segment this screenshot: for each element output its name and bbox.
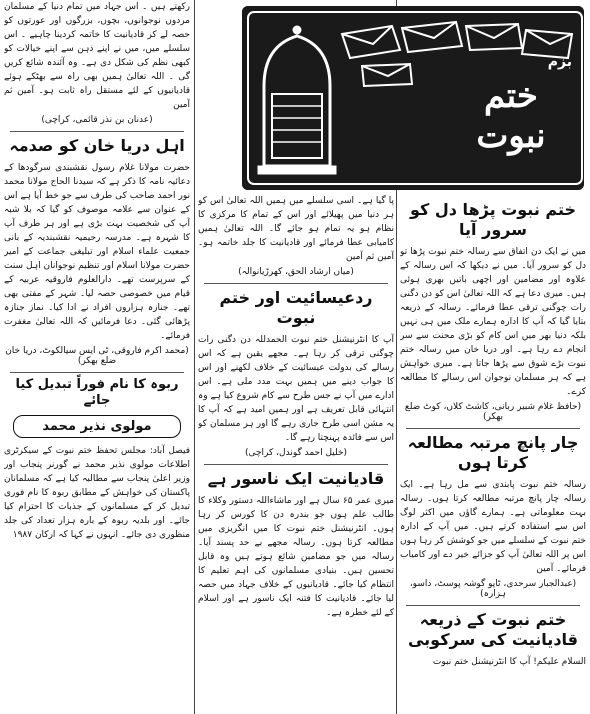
left-intro-credit: (عدنان بن نذر قائمی، کراچی) xyxy=(41,115,153,125)
middle-article2-text: میری عمر ۶۵ سال ہے اور ماشاءاللہ دستور وکلاء کا طالب علم ہوں جو بندرہ دن کا کورس کر رہا ہوں۔ انٹرنیشنل ختم نبوت کا میں انگریزی میں مطالعہ کرتا ہوں۔ رسالہ مجھے بے حد پسند آیا۔ رسالہ میں جو مضامین شائع ہوتے ہیں وہ قابل تحسین ہیں۔ بنیادی مسلمانوں کی اہم تعلیم کا انتظام کیا جائے۔ قادیانیوں کے خلاف جہاد میں حصہ لیا جائے۔ قادیانیت کا فتنہ ایک ناسور ہے اور اسلام کے لئے خطرہ ہے۔ xyxy=(198,496,394,618)
middle-article1-heading: ردعیسائیت اور ختم نبوت xyxy=(219,288,373,327)
logo-title-text: ختم نبوت xyxy=(476,76,546,156)
left-article1-heading: اہل دریا خان کو صدمہ xyxy=(9,136,185,155)
right-article1-text: میں نے ایک دن اتفاق سے رسالہ ختم نبوت پڑھا تو دل کو سرور آیا۔ میں نے دیکھا کہ اس رسالہ کے علاوہ اور مضامین اور اچھی باتیں بھری ہوئی ہیں۔ میری دعا ہے کہ اللہ تعالیٰ اس کو دن دگنی رات چوگنی ترقی عطا فرمائے۔ رسالہ کے ذریعہ بتایا گیا کہ آپ کا ادارہ ہمارے ملک میں ہی نہیں بلکہ دنیا بھر میں اس کام کو بڑی محنت سے سر انجام دے رہا ہے۔ اور دریا خان میں رسالہ ختم نبوت بڑے شوق سے پڑھا جاتا ہے۔ میری خواہش ہے کہ ہر مسلمان نوجوان اس رسالے کا مطالعہ کرے۔ xyxy=(400,247,586,397)
right-article1-heading: ختم نبوت پڑھا دل کو سرور آیا xyxy=(409,200,577,239)
middle-intro-credit: (میاں ارشاد الحق، کھرڑیانوالہ) xyxy=(238,267,354,277)
middle-article1-credit: (خلیل احمد گوندل، کراچی) xyxy=(244,448,348,458)
logo-bazm-text: بزم xyxy=(547,54,572,70)
right-article2-heading: چار پانچ مرتبہ مطالعہ کرتا ہوں xyxy=(407,433,579,472)
left-article2-heading: ربوہ کا نام فوراً تبدیل کیا جائے xyxy=(15,377,179,409)
middle-intro-text: پا گیا ہے۔ اسی سلسلے میں ہمیں اللہ تعالیٰ اس کو ہر دنیا میں پھیلائے اور اس کے تمام کا مرکزی کا نظام ہو یہ تمام ہو جائے گا۔ اللہ تعالیٰ ہمیں کامیابی عطا فرمائے اور قادیانیت کا جلد خاتمہ ہو۔ آمین ثم آمین xyxy=(198,196,394,262)
left-column xyxy=(4,0,190,714)
left-article2-text: فیصل آباد: مجلس تحفظ ختم نبوت کے سیکرٹری اطلاعات مولوی نذیر محمد نے گورنر پنجاب اور وزیر اعلیٰ پنجاب سے مطالبہ کیا ہے کہ مسلمانان پاکستان کی خواہش کے مطابق ربوہ کا نام فوری تبدیل کر کے مسلمانوں کے جذبات کا احترام کیا جائے۔ اور بلدیہ ربوہ کے بارہ ہزار تعداد کی جلد منظوری دی جائے۔ انہوں نے کہا کہ ارکان ۱۹۸۷ xyxy=(4,445,190,540)
middle-divider-2 xyxy=(204,464,388,465)
left-intro-text: رکھتے ہیں ۔ اس جہاد میں تمام دنیا کے مسلمان مردوں نوجوانوں، بچوں، بزرگوں اور عورتوں کو حصہ لے کر قادیانیت کا خاتمہ کردینا چاہیے ۔ اس سلسلے میں، میں نے اپنے ذہن سے اپنے خیالات کو کبھی نظم کی شکل دی ہے۔ وہ آئندہ شائع کریں گی ۔ اللہ تعالیٰ ہمیں بھی راہ سے بھٹکے ہوئے قادیانیوں کے لئے مستقل راہ ثابت ہو۔ آمین ثم آمین xyxy=(4,2,190,110)
right-divider-2 xyxy=(406,605,580,606)
middle-article1-text: آپ کا انٹرنیشنل ختم نبوت الحمدللہ دن دگنی رات چوگنی ترقی کر رہا ہے۔ مجھے یقین ہے کہ اس رسالے کی بدولت عیسائیت کے خلاف لکھنے اور اس کا جواب دینے میں ہمیں بہت مدد ملی ہے۔ اس ادارے میں آپ نے جس طرح سے کام شروع کیا ہے وہ انتہائی قابل تعریف ہے اور ہمیں امید ہے کہ آپ کا یہ مشن اسی طرح جاری رہے گا اور ہر مسلمان کو اس سے فائدہ پہنچتا رہے گا۔ xyxy=(198,335,394,443)
left-divider-1 xyxy=(10,131,184,132)
middle-divider-1 xyxy=(204,283,388,284)
right-article3-text: السلام علیکم! آپ کا انٹرنیشنل ختم نبوت xyxy=(432,657,586,667)
column-rule-left xyxy=(194,0,195,714)
right-article2-text: رسالہ ختم نبوت پابندی سے مل رہا ہے۔ ایک رسالہ چار پانچ مرتبہ مطالعہ کرتا ہوں۔ رسالہ بہت معلوماتی ہے۔ ہمارے گاؤں میں اکثر لوگ اس سے استفادہ کرتے ہیں۔ میں آپ کے ادارہ ختم نبوت کے سلسلے میں جو کوشش کر رہا ہوں اس پر اللہ تعالیٰ آپ کو جزائے خیر دے اور کامیاب فرمائے۔ آمین xyxy=(400,480,586,574)
left-divider-2 xyxy=(10,372,184,373)
right-divider-1 xyxy=(406,428,580,429)
right-article3-heading: ختم نبوت کے ذریعہ قادیانیت کی سرکوبی xyxy=(407,610,579,649)
left-article1-text: حضرت مولانا غلام رسول نقشبندی سرگودھا کے دعائیہ نامہ کا ذکر ہے کہ سیدنا الحاج مولانا محمد نور احمد صاحب کی طرف سے جو خط آیا ہے اس کے عنوان سے علامہ موصوف کو گیا کہ بلا شبہ آپ کی شخصیت بہت بڑی ہے اور ہر طرف آپ کا شہرہ ہے۔ مدرسہ رحیمیہ نقشبندیہ کے بانی جمعیت علماء اسلام اور تبلیغی جماعت کے امیر حضرت مولانا اسلام اور تنظیم نوجوانان اہل سنت کے سرپرست تھے۔ دارالعلوم فاروقیہ عربیہ کے قیام میں خصوصی حصہ لیا۔ شہر کے مفتی بھی تھے۔ جنازہ ہزاروں افراد نے ادا کیا۔ نماز جنازہ پڑھائی گئی۔ دعا فرمائیں کہ اللہ تعالیٰ مغفرت فرمائے۔ xyxy=(4,163,190,341)
left-article1-credit: (محمد اکرم فاروقی، ٹی ایس سیالکوٹ، دریا خان ضلع بھکر) xyxy=(5,346,189,366)
middle-article2-heading: قادیانیت ایک ناسور ہے xyxy=(207,469,385,488)
right-article1-credit: (حافظ غلام شبیر ربانی، کاشٹ کلاں، کوٹ ضلع بھکر) xyxy=(404,402,582,422)
left-article2-author: مولوی نذیر محمد xyxy=(13,415,181,438)
middle-column xyxy=(198,0,394,714)
right-article2-credit: (عبدالجبار سرحدی، ٹاپو گوشہ پوسٹ، داسو، ہزارہ) xyxy=(409,579,577,599)
